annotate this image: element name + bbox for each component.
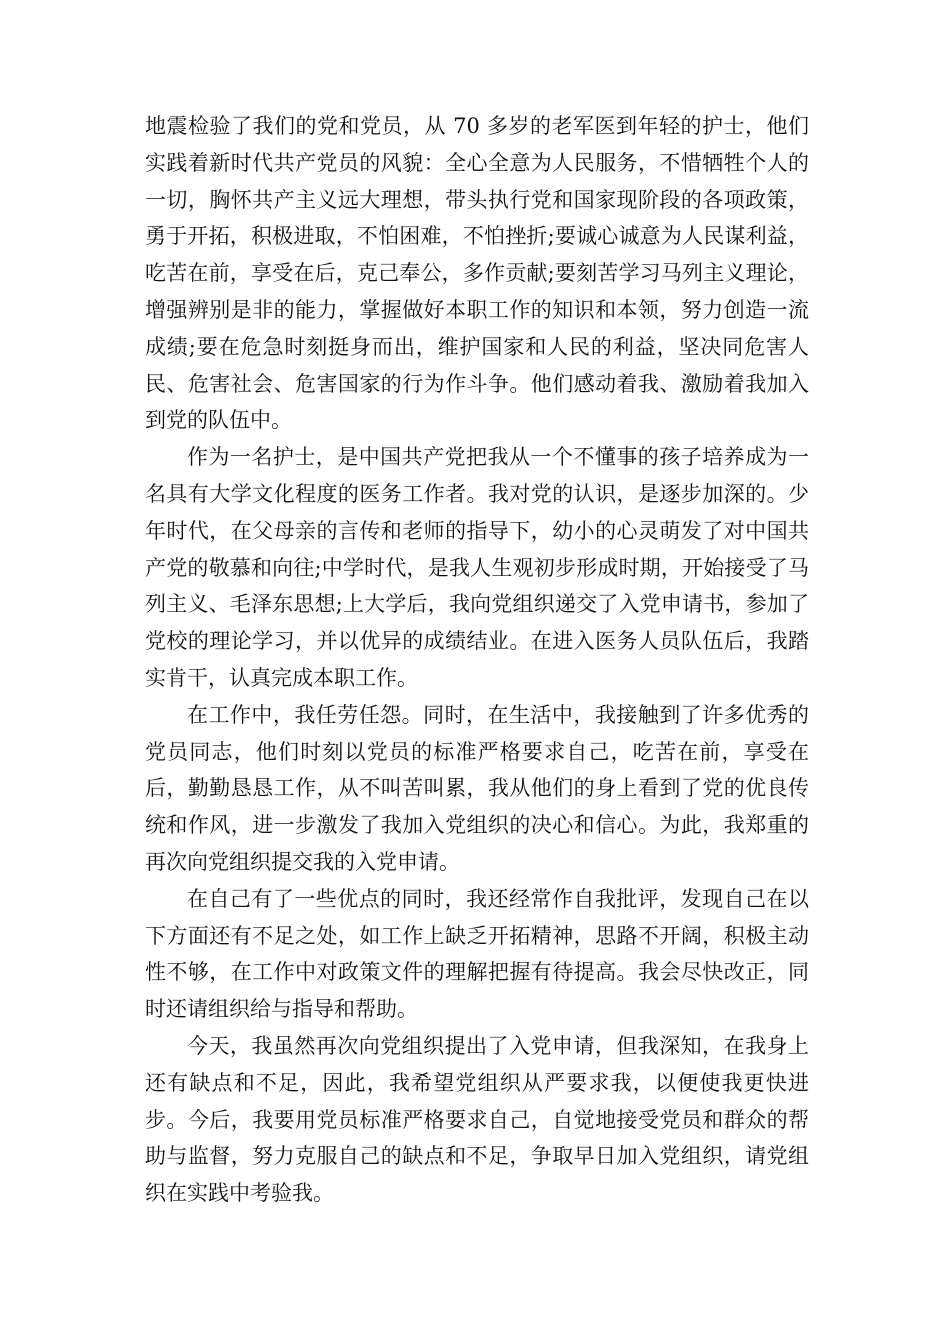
- paragraph-4: 在自己有了一些优点的同时，我还经常作自我批评，发现自己在以下方面还有不足之处，如工作上缺乏开拓精神，思路不开阔，积极主动性不够，在工作中对政策文件的理解把握有待提高。我会尽快改正，同时还请组织给与指导和帮助。: [145, 886, 809, 1022]
- paragraph-2: 作为一名护士，是中国共产党把我从一个不懂事的孩子培养成为一名具有大学文化程度的医务工作者。我对党的认识，是逐步加深的。少年时代，在父母亲的言传和老师的指导下，幼小的心灵萌发了对中国共产党的敬慕和向往;中学时代，是我人生观初步形成时期，开始接受了马列主义、毛泽东思想;上大学后，我向党组织递交了入党申请书，参加了党校的理论学习，并以优异的成绩结业。在进入医务人员队伍后，我踏实肯干，认真完成本职工作。: [145, 445, 809, 690]
- document-body: [145, 108, 809, 1212]
- paragraph-1: 地震检验了我们的党和党员，从 70 多岁的老军医到年轻的护士，他们实践着新时代共产党员的风貌：全心全意为人民服务，不惜牺牲个人的一切，胸怀共产主义远大理想，带头执行党和国家现阶段的各项政策，勇于开拓，积极进取，不怕困难，不怕挫折;要诚心诚意为人民谋利益，吃苦在前，享受在后，克己奉公，多作贡献;要刻苦学习马列主义理论，增强辨别是非的能力，掌握做好本职工作的知识和本领，努力创造一流成绩;要在危急时刻挺身而出，维护国家和人民的利益，坚决同危害人民、危害社会、危害国家的行为作斗争。他们感动着我、激励着我加入到党的队伍中。: [145, 114, 809, 433]
- paragraph-3: 在工作中，我任劳任怨。同时，在生活中，我接触到了许多优秀的党员同志，他们时刻以党员的标准严格要求自己，吃苦在前，享受在后，勤勤恳恳工作，从不叫苦叫累，我从他们的身上看到了党的优良传统和作风，进一步激发了我加入党组织的决心和信心。为此，我郑重的再次向党组织提交我的入党申请。: [145, 702, 809, 874]
- paragraph-5: 今天，我虽然再次向党组织提出了入党申请，但我深知，在我身上还有缺点和不足，因此，我希望党组织从严要求我，以便使我更快进步。今后，我要用党员标准严格要求自己，自觉地接受党员和群众的帮助与监督，努力克服自己的缺点和不足，争取早日加入党组织，请党组织在实践中考验我。: [145, 1033, 809, 1206]
